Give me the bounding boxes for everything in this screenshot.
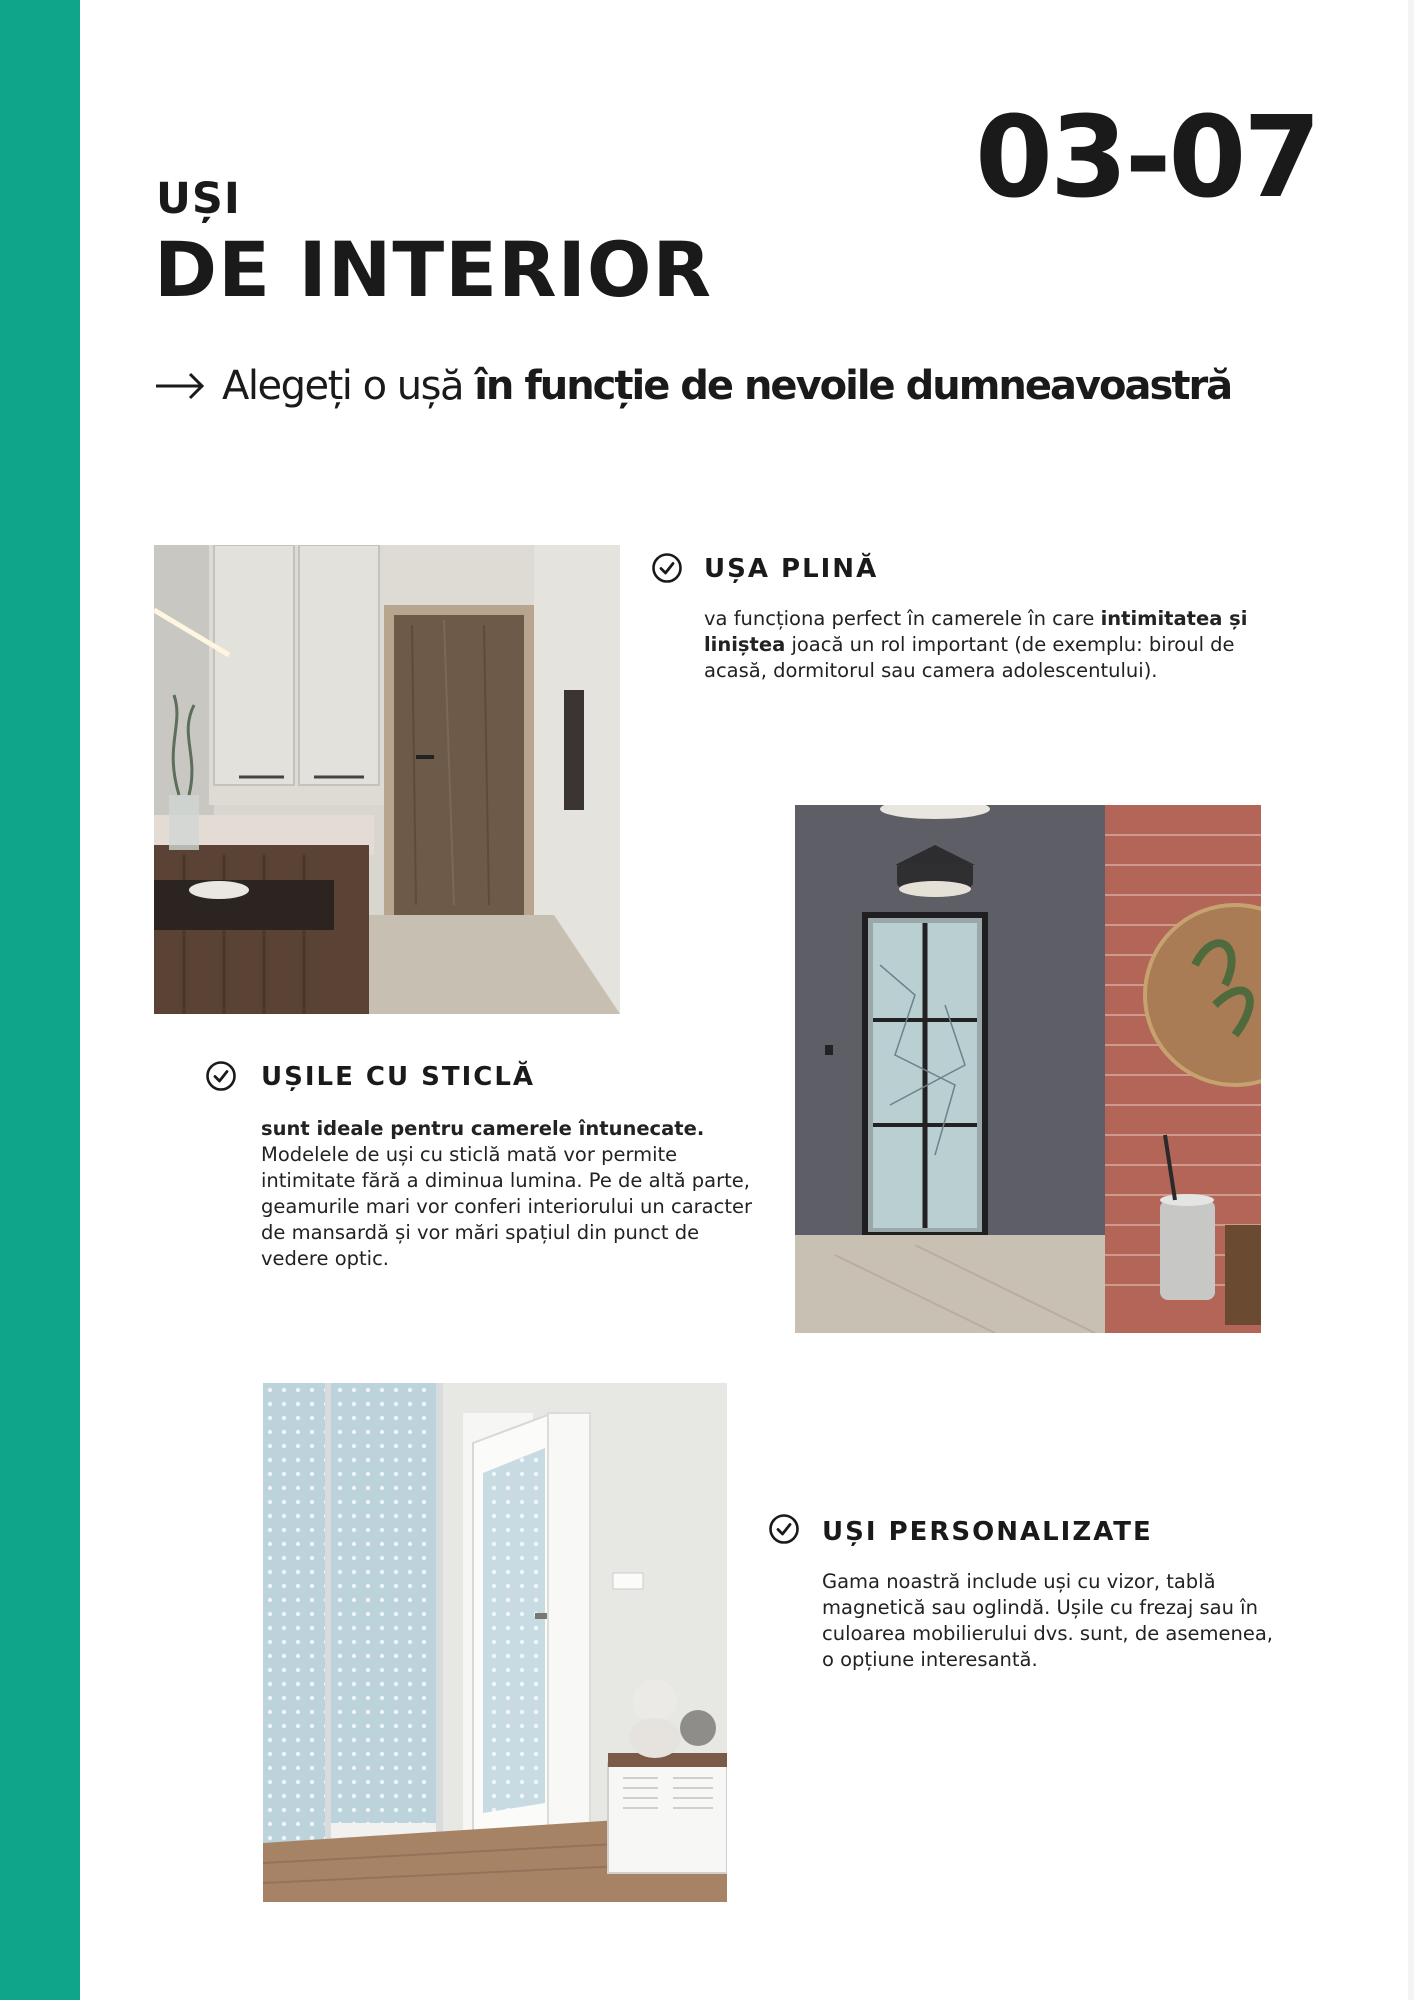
feature-text-bold: intimitatea și liniștea bbox=[704, 607, 1248, 656]
feature-text-part: Modelele de uși cu sticlă mată vor permite intimitate fără a diminua lumina. Pe de altă parte, geamurile mari vor conferi interiorului un caracter de mansardă și vor mări spațiul din punct de vedere optic. bbox=[261, 1143, 752, 1270]
subheading-normal: Alegeți o ușă bbox=[222, 363, 475, 409]
feature-text-part: va funcționa perfect în camerele în care bbox=[704, 607, 1101, 630]
page-kicker: UȘI bbox=[156, 174, 241, 224]
feature-title-glass-door: UȘILE CU STICLĂ bbox=[261, 1062, 536, 1092]
check-circle-icon bbox=[205, 1060, 237, 1092]
feature-text-part: joacă un rol important (de exemplu: biroul de acasă, dormitorul sau camera adolescentului). bbox=[704, 633, 1235, 682]
arrow-right-icon bbox=[154, 364, 210, 412]
subheading-bold: în funcție de nevoile dumneavoastră bbox=[474, 363, 1232, 409]
photo-solid-door bbox=[154, 545, 620, 1014]
feature-text-solid-door bbox=[704, 606, 1249, 684]
feature-text-bold: sunt ideale pentru camerele întunecate. bbox=[261, 1117, 705, 1140]
feature-title-solid-door: UȘA PLINĂ bbox=[704, 554, 879, 584]
feature-text-glass-door bbox=[261, 1116, 761, 1272]
feature-text-custom-door: Gama noastră include uși cu vizor, tablă magnetică sau oglindă. Ușile cu frezaj sau în culoarea mobilierului dvs. sunt, de asemenea, o opțiune interesantă. bbox=[822, 1570, 1274, 1671]
page-edge bbox=[1408, 0, 1414, 2000]
check-circle-icon bbox=[768, 1513, 800, 1545]
accent-band bbox=[0, 0, 80, 2000]
photo-glass-door bbox=[795, 805, 1261, 1333]
photo-custom-door bbox=[263, 1383, 727, 1902]
page-title: DE INTERIOR bbox=[154, 225, 713, 314]
feature-title-custom-door: UȘI PERSONALIZATE bbox=[822, 1517, 1153, 1547]
page-number: 03-07 bbox=[975, 93, 1319, 223]
check-circle-icon bbox=[651, 552, 683, 584]
subheading bbox=[154, 362, 1231, 412]
